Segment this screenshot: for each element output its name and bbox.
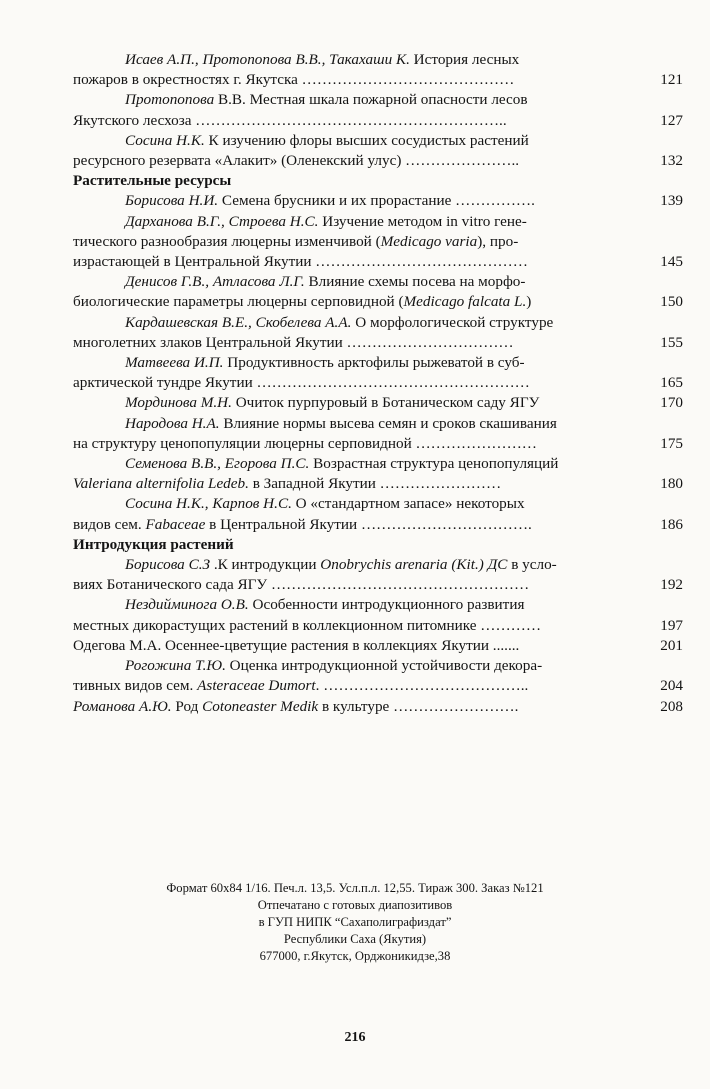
- text: тического разнообразия люцерны изменчивой (: [73, 232, 381, 250]
- italic-text: Onobrychis arenaria (Kit.) ДС: [320, 556, 508, 574]
- italic-text: Матвеева И.П.: [125, 354, 224, 372]
- toc-entry-text: [73, 656, 637, 676]
- toc-entry: [73, 595, 683, 635]
- toc-page-number: 155: [660, 333, 683, 351]
- toc-entry-text: [73, 111, 637, 131]
- toc-page-number: 150: [660, 293, 683, 311]
- text: биологические параметры люцерны серповидной (: [73, 293, 404, 311]
- toc-page-number: 127: [660, 111, 683, 129]
- text: в культуре …………………….: [318, 697, 519, 715]
- italic-text: Борисова С.З: [125, 556, 211, 574]
- page-number: 216: [344, 1030, 366, 1045]
- toc-entry-line: [73, 414, 683, 434]
- text: многолетних злаков Центральной Якутии ……………………………: [73, 333, 514, 351]
- toc-entry-line: [73, 131, 683, 151]
- toc-entry: [73, 90, 683, 130]
- toc-entry-line: [73, 616, 683, 636]
- italic-text: Денисов Г.В., Атласова Л.Г.: [125, 273, 305, 291]
- toc-entry-text: [73, 292, 637, 312]
- italic-text: Кардашевская В.Е., Скобелева А.А.: [125, 313, 352, 331]
- toc-entry-line: [73, 353, 683, 373]
- italic-text: Протопопова: [125, 91, 215, 109]
- toc-entry-line: [73, 151, 683, 171]
- toc-entry: [73, 272, 683, 312]
- italic-text: Сосина Н.К.: [125, 131, 205, 149]
- toc-page-number: 170: [660, 394, 683, 412]
- toc-entry-text: [73, 393, 637, 413]
- italic-text: Valeriana alternifolia Ledeb.: [73, 475, 249, 493]
- text: Влияние схемы посева на морфо-: [304, 273, 526, 291]
- italic-text: Рогожина Т.Ю.: [125, 657, 226, 675]
- toc-entry-line: [73, 595, 683, 615]
- text: видов сем.: [73, 515, 146, 533]
- text: Изучение методом in vitro гене-: [318, 212, 527, 230]
- text: Семена брусники и их прорастание …………….: [218, 192, 535, 210]
- text: Оценка интродукционной устойчивости декора-: [225, 657, 543, 675]
- text: Особенности интродукционного развития: [248, 596, 525, 614]
- text: ): [526, 293, 532, 311]
- italic-text: Семенова В.В., Егорова П.С.: [125, 455, 310, 473]
- toc-entry-line: [73, 474, 683, 494]
- toc-page-number: 204: [660, 677, 683, 695]
- italic-text: Дарханова В.Г., Строева Н.С.: [125, 212, 319, 230]
- toc-entry-text: [73, 333, 637, 353]
- section-heading: Растительные ресурсы: [73, 172, 232, 190]
- italic-text: Народова Н.А.: [125, 414, 220, 432]
- toc-entry-line: [73, 494, 683, 514]
- text: Продуктивность арктофилы рыжеватой в суб-: [223, 354, 525, 372]
- toc-entry-line: [73, 373, 683, 393]
- toc-entry-text: [73, 191, 637, 211]
- toc-entry-text: [73, 252, 637, 272]
- toc-entry-text: [73, 131, 637, 151]
- toc-entry-text: [73, 454, 637, 474]
- italic-text: Борисова Н.И.: [125, 192, 219, 210]
- toc-entry-text: [73, 697, 637, 717]
- toc-entry-text: [73, 616, 637, 636]
- text: В.В. Местная шкала пожарной опасности лесов: [214, 91, 528, 109]
- text: Влияние нормы высева семян и сроков скашивания: [219, 414, 557, 432]
- section-heading: Интродукция растений: [73, 535, 234, 553]
- toc-entry: [73, 636, 683, 656]
- toc-entry-text: [73, 272, 637, 292]
- toc-entry-line: [73, 272, 683, 292]
- text: в Западной Якутии ……………………: [248, 475, 502, 493]
- italic-text: Asteraceae Dumort: [197, 677, 316, 695]
- toc-entry-line: [73, 50, 683, 70]
- toc-entry-line: [73, 676, 683, 696]
- toc-entry: [73, 697, 683, 717]
- toc-page-number: 186: [660, 515, 683, 533]
- text: в Центральной Якутии …………………………….: [205, 515, 532, 533]
- italic-text: Исаев А.П., Протопопова В.В., Такахаши К.: [125, 51, 410, 68]
- text: История лесных: [409, 51, 520, 68]
- toc-entry-line: [73, 575, 683, 595]
- toc-page-number: 121: [660, 71, 683, 89]
- toc-entry-text: [73, 232, 637, 252]
- toc-entry-line: [73, 252, 683, 272]
- toc-entry-line: [73, 90, 683, 110]
- toc-entry: [73, 313, 683, 353]
- toc-entry-line: [73, 70, 683, 90]
- italic-text: Cotoneaster Medik: [202, 697, 319, 715]
- toc-page-number: 208: [660, 697, 683, 715]
- text: виях Ботанического сада ЯГУ ……………………………………………: [73, 576, 530, 594]
- italic-text: Сосина Н.К., Карпов Н.С.: [125, 495, 292, 513]
- toc-entry: [73, 50, 683, 90]
- toc-entry-line: [73, 333, 683, 353]
- toc-page-number: 197: [660, 616, 683, 634]
- text: ресурсного резервата «Алакит» (Оленекский улус) …………………..: [73, 152, 520, 170]
- imprint-format-line: Формат 60х84 1/16. Печ.л. 13,5. Усл.п.л. 12,55. Тираж 300. Заказ №121: [166, 881, 544, 895]
- toc-entry-text: [73, 373, 637, 393]
- toc-entry-text: [73, 575, 637, 595]
- text: Очиток пурпуровый в Ботаническом саду ЯГУ: [231, 394, 540, 412]
- toc-entry: [73, 393, 683, 413]
- toc-entry-text: [73, 595, 637, 615]
- table-of-contents: [73, 50, 683, 717]
- toc-entry-line: [73, 454, 683, 474]
- text: .К интродукции: [210, 556, 321, 574]
- text: Одегова М.А. Осеннее-цветущие растения в коллекциях Якутии .......: [73, 636, 520, 654]
- text: О морфологической структуре: [351, 313, 554, 331]
- toc-entry: [73, 212, 683, 273]
- italic-text: Medicago varia: [380, 232, 478, 250]
- toc-entry: [73, 656, 683, 696]
- toc-entry: [73, 454, 683, 494]
- toc-page-number: 180: [660, 475, 683, 493]
- toc-entry-text: [73, 212, 637, 232]
- toc-entry-line: [73, 393, 683, 413]
- italic-text: Мординова М.Н.: [125, 394, 232, 412]
- toc-entry: [73, 414, 683, 454]
- italic-text: Fabaceae: [145, 515, 206, 533]
- imprint-block: [0, 880, 710, 965]
- text: на структуру ценопопуляции люцерны серповидной ……………………: [73, 434, 537, 452]
- toc-entry: [73, 555, 683, 595]
- toc-entry-line: [73, 313, 683, 333]
- text: арктической тундре Якутии ………………………………………………: [73, 374, 530, 392]
- text: Род: [171, 697, 203, 715]
- toc-entry-line: [73, 111, 683, 131]
- toc-entry-text: [73, 636, 637, 656]
- toc-entry-line: [73, 555, 683, 575]
- text: . …………………………………..: [315, 677, 529, 695]
- toc-entry-text: [73, 474, 637, 494]
- toc-entry-line: [73, 292, 683, 312]
- toc-entry-line: [73, 212, 683, 232]
- toc-entry-line: [73, 636, 683, 656]
- toc-entry-line: [73, 656, 683, 676]
- text: тивных видов сем.: [73, 677, 198, 695]
- toc-page-number: 139: [660, 192, 683, 210]
- text: пожаров в окрестностях г. Якутска ……………………………………: [73, 71, 515, 89]
- text: местных дикорастущих растений в коллекционном питомнике …………: [73, 616, 542, 634]
- text: К изучению флоры высших сосудистых растений: [204, 131, 529, 149]
- text: Якутского лесхоза ……………………………………………………..: [73, 111, 507, 129]
- imprint-publisher-line: в ГУП НИПК “Сахаполиграфиздат”: [258, 915, 452, 929]
- toc-entry-line: [73, 191, 683, 211]
- toc-entry: [73, 494, 683, 534]
- toc-entry-line: [73, 232, 683, 252]
- toc-entry: [73, 191, 683, 211]
- toc-entry-text: [73, 515, 637, 535]
- text: израстающей в Центральной Якутии ……………………………………: [73, 253, 528, 271]
- italic-text: Medicago falcata L.: [403, 293, 527, 311]
- toc-entry-text: [73, 555, 637, 575]
- toc-entry-text: [73, 434, 637, 454]
- imprint-printed-from-line: Отпечатано с готовых диапозитивов: [257, 898, 453, 912]
- toc-entry-text: [73, 90, 637, 110]
- toc-page-number: 192: [660, 576, 683, 594]
- text: Возрастная структура ценопопуляций: [309, 455, 559, 473]
- text: О «стандартном запасе» некоторых: [291, 495, 525, 513]
- toc-page-number: 175: [660, 434, 683, 452]
- toc-entry-text: [73, 313, 637, 333]
- italic-text: Нездийминога О.В.: [125, 596, 249, 614]
- toc-entry-text: [73, 50, 637, 70]
- toc-entry: [73, 131, 683, 171]
- toc-page-number: 201: [660, 636, 683, 654]
- toc-entry-line: [73, 434, 683, 454]
- toc-entry-text: [73, 414, 637, 434]
- toc-entry-text: [73, 353, 637, 373]
- toc-entry-line: [73, 515, 683, 535]
- toc-page-number: 145: [660, 253, 683, 271]
- toc-entry-text: [73, 151, 637, 171]
- text: в усло-: [507, 556, 557, 574]
- toc-entry-text: [73, 676, 637, 696]
- toc-entry-text: [73, 70, 637, 90]
- imprint-republic-line: Республики Саха (Якутия): [283, 932, 427, 946]
- toc-page-number: 165: [660, 374, 683, 392]
- toc-entry-line: [73, 697, 683, 717]
- imprint-address-line: 677000, г.Якутск, Орджоникидзе,38: [259, 949, 451, 963]
- italic-text: Романова А.Ю.: [73, 697, 172, 715]
- text: ), про-: [477, 232, 519, 250]
- toc-page-number: 132: [660, 152, 683, 170]
- toc-entry-text: [73, 494, 637, 514]
- toc-entry: [73, 353, 683, 393]
